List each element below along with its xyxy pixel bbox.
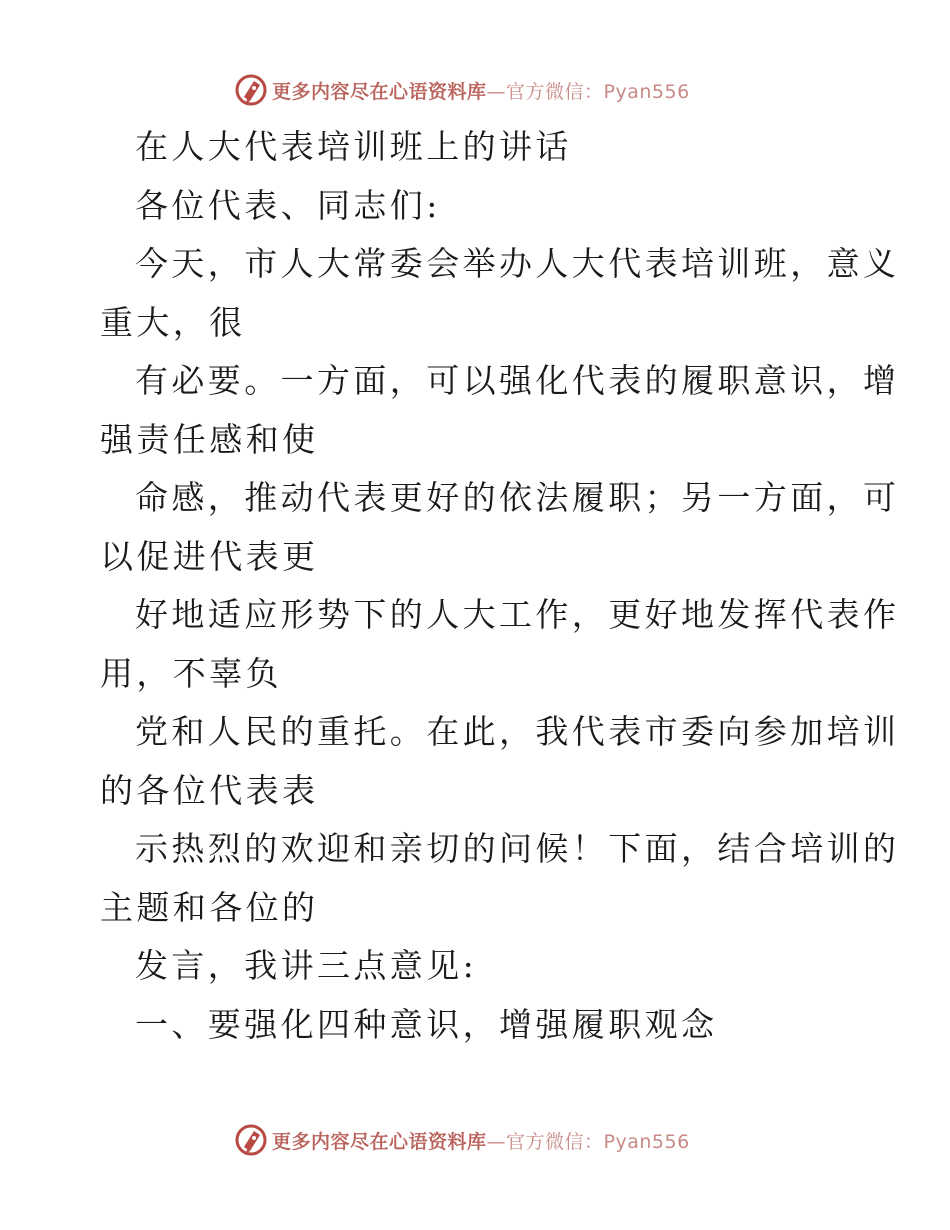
footer-banner <box>234 1120 734 1160</box>
body-line: 的各位代表表 <box>100 770 319 810</box>
header-wechat-text: 官方微信：Pyan556 <box>506 80 690 103</box>
body-line: 重大，很 <box>100 302 246 342</box>
body-line: 有必要。一方面，可以强化代表的履职意识，增 <box>135 361 900 400</box>
body-line: 用，不辜负 <box>100 653 282 693</box>
body-line: 发言，我讲三点意见: <box>135 946 478 985</box>
section-heading: 一、要强化四种意识，增强履职观念 <box>135 1004 718 1044</box>
header-banner <box>234 70 734 110</box>
body-line: 今天，市人大常委会举办人大代表培训班，意义 <box>135 244 900 283</box>
body-line: 示热烈的欢迎和亲切的问候！下面，结合培训的 <box>135 829 900 868</box>
body-line: 党和人民的重托。在此，我代表市委向参加培训 <box>135 712 900 751</box>
body-line: 强责任感和使 <box>100 419 319 459</box>
footer-promo-text: 更多内容尽在心语资料库 <box>272 1130 487 1153</box>
pen-nib-logo-icon <box>234 73 268 107</box>
footer-banner-text[interactable] <box>272 1127 690 1154</box>
header-promo-text: 更多内容尽在心语资料库 <box>272 80 487 103</box>
footer-wechat-text: 官方微信：Pyan556 <box>506 1130 690 1153</box>
pen-nib-logo-icon <box>234 1123 268 1157</box>
body-line: 好地适应形势下的人大工作，更好地发挥代表作 <box>135 595 900 634</box>
body-line: 命感，推动代表更好的依法履职；另一方面，可 <box>135 478 900 517</box>
document-title: 在人大代表培训班上的讲话 <box>135 127 572 166</box>
header-banner-text[interactable] <box>272 77 690 104</box>
footer-dash: — <box>486 1130 507 1153</box>
salutation: 各位代表、同志们: <box>135 185 441 225</box>
body-line: 主题和各位的 <box>100 887 319 927</box>
body-line: 以促进代表更 <box>100 536 319 576</box>
header-dash: — <box>486 80 507 103</box>
document-body <box>100 118 900 1054</box>
